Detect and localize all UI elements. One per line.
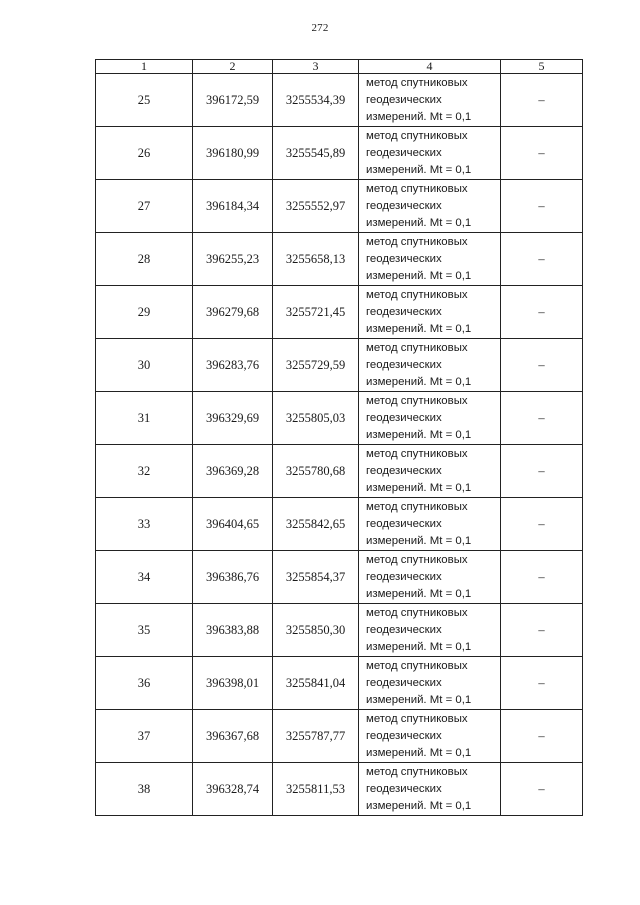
note-cell: –	[501, 286, 583, 339]
note-cell: –	[501, 604, 583, 657]
column-header-number: 1	[96, 60, 193, 74]
method-line: измерений. Mt = 0,1	[366, 481, 472, 494]
coordinate-y: 3255787,77	[273, 710, 359, 763]
note-cell: –	[501, 763, 583, 816]
table-row	[96, 498, 583, 551]
point-number: 29	[96, 286, 193, 339]
point-number: 37	[96, 710, 193, 763]
method-line: метод спутниковых	[366, 765, 468, 778]
method-line: метод спутниковых	[366, 394, 468, 407]
coordinate-x: 396172,59	[193, 74, 273, 127]
method-line: метод спутниковых	[366, 606, 468, 619]
table-row	[96, 445, 583, 498]
coordinate-x: 396369,28	[193, 445, 273, 498]
table-row	[96, 127, 583, 180]
table-row	[96, 763, 583, 816]
table-row	[96, 74, 583, 127]
method-line: геодезических	[366, 623, 442, 636]
method-line: геодезических	[366, 252, 442, 265]
column-header-y: 3	[273, 60, 359, 74]
note-cell: –	[501, 127, 583, 180]
coordinate-y: 3255545,89	[273, 127, 359, 180]
method-line: измерений. Mt = 0,1	[366, 534, 472, 547]
method-line: геодезических	[366, 464, 442, 477]
method-line: измерений. Mt = 0,1	[366, 322, 472, 335]
coordinate-x: 396279,68	[193, 286, 273, 339]
column-header-x: 2	[193, 60, 273, 74]
method-line: геодезических	[366, 570, 442, 583]
measurement-method	[359, 392, 501, 445]
note-cell: –	[501, 498, 583, 551]
note-cell: –	[501, 180, 583, 233]
method-line: измерений. Mt = 0,1	[366, 693, 472, 706]
method-line: метод спутниковых	[366, 341, 468, 354]
method-line: метод спутниковых	[366, 712, 468, 725]
method-line: геодезических	[366, 517, 442, 530]
method-line: метод спутниковых	[366, 235, 468, 248]
coordinate-y: 3255658,13	[273, 233, 359, 286]
point-number: 36	[96, 657, 193, 710]
point-number: 28	[96, 233, 193, 286]
point-number: 26	[96, 127, 193, 180]
coordinate-x: 396283,76	[193, 339, 273, 392]
coordinate-y: 3255842,65	[273, 498, 359, 551]
coordinate-y: 3255729,59	[273, 339, 359, 392]
measurement-method	[359, 657, 501, 710]
method-line: метод спутниковых	[366, 129, 468, 142]
note-cell: –	[501, 392, 583, 445]
note-cell: –	[501, 339, 583, 392]
point-number: 32	[96, 445, 193, 498]
method-line: измерений. Mt = 0,1	[366, 216, 472, 229]
method-line: метод спутниковых	[366, 288, 468, 301]
coordinate-x: 396255,23	[193, 233, 273, 286]
method-line: геодезических	[366, 358, 442, 371]
coordinate-y: 3255850,30	[273, 604, 359, 657]
method-line: метод спутниковых	[366, 447, 468, 460]
note-cell: –	[501, 445, 583, 498]
method-line: метод спутниковых	[366, 182, 468, 195]
table-row	[96, 180, 583, 233]
page-number: 272	[311, 22, 329, 34]
coordinate-x: 396404,65	[193, 498, 273, 551]
method-line: геодезических	[366, 782, 442, 795]
measurement-method	[359, 710, 501, 763]
method-line: геодезических	[366, 146, 442, 159]
method-line: геодезических	[366, 411, 442, 424]
method-line: геодезических	[366, 93, 442, 106]
method-line: измерений. Mt = 0,1	[366, 269, 472, 282]
coordinates-table	[95, 59, 583, 816]
table-row	[96, 657, 583, 710]
method-line: метод спутниковых	[366, 500, 468, 513]
method-line: измерений. Mt = 0,1	[366, 110, 472, 123]
point-number: 34	[96, 551, 193, 604]
method-line: измерений. Mt = 0,1	[366, 640, 472, 653]
method-line: геодезических	[366, 729, 442, 742]
measurement-method	[359, 339, 501, 392]
note-cell: –	[501, 233, 583, 286]
table-row	[96, 604, 583, 657]
method-line: измерений. Mt = 0,1	[366, 587, 472, 600]
note-cell: –	[501, 74, 583, 127]
coordinate-y: 3255721,45	[273, 286, 359, 339]
coordinate-y: 3255841,04	[273, 657, 359, 710]
point-number: 31	[96, 392, 193, 445]
point-number: 38	[96, 763, 193, 816]
method-line: метод спутниковых	[366, 553, 468, 566]
measurement-method	[359, 286, 501, 339]
method-line: геодезических	[366, 305, 442, 318]
measurement-method	[359, 551, 501, 604]
measurement-method	[359, 180, 501, 233]
point-number: 33	[96, 498, 193, 551]
note-cell: –	[501, 657, 583, 710]
method-line: измерений. Mt = 0,1	[366, 799, 472, 812]
method-line: измерений. Mt = 0,1	[366, 375, 472, 388]
table-row	[96, 392, 583, 445]
table-row	[96, 233, 583, 286]
coordinate-x: 396328,74	[193, 763, 273, 816]
point-number: 30	[96, 339, 193, 392]
table-row	[96, 339, 583, 392]
coordinate-y: 3255780,68	[273, 445, 359, 498]
measurement-method	[359, 233, 501, 286]
coordinate-y: 3255811,53	[273, 763, 359, 816]
table-row	[96, 286, 583, 339]
coordinate-x: 396386,76	[193, 551, 273, 604]
measurement-method	[359, 763, 501, 816]
coordinate-x: 396367,68	[193, 710, 273, 763]
method-line: измерений. Mt = 0,1	[366, 163, 472, 176]
method-line: метод спутниковых	[366, 76, 468, 89]
method-line: метод спутниковых	[366, 659, 468, 672]
table-row	[96, 710, 583, 763]
column-header-method: 4	[359, 60, 501, 74]
point-number: 25	[96, 74, 193, 127]
note-cell: –	[501, 551, 583, 604]
method-line: геодезических	[366, 199, 442, 212]
coordinate-x: 396383,88	[193, 604, 273, 657]
measurement-method	[359, 498, 501, 551]
method-line: геодезических	[366, 676, 442, 689]
coordinate-x: 396398,01	[193, 657, 273, 710]
method-line: измерений. Mt = 0,1	[366, 746, 472, 759]
table-header-row	[96, 60, 583, 74]
coordinate-y: 3255854,37	[273, 551, 359, 604]
point-number: 27	[96, 180, 193, 233]
table-body	[96, 74, 583, 816]
column-header-note: 5	[501, 60, 583, 74]
measurement-method	[359, 604, 501, 657]
coordinate-y: 3255552,97	[273, 180, 359, 233]
coordinate-y: 3255534,39	[273, 74, 359, 127]
point-number: 35	[96, 604, 193, 657]
coordinate-y: 3255805,03	[273, 392, 359, 445]
measurement-method	[359, 74, 501, 127]
coordinate-x: 396329,69	[193, 392, 273, 445]
coordinate-x: 396180,99	[193, 127, 273, 180]
measurement-method	[359, 445, 501, 498]
coordinate-x: 396184,34	[193, 180, 273, 233]
note-cell: –	[501, 710, 583, 763]
method-line: измерений. Mt = 0,1	[366, 428, 472, 441]
table-row	[96, 551, 583, 604]
measurement-method	[359, 127, 501, 180]
